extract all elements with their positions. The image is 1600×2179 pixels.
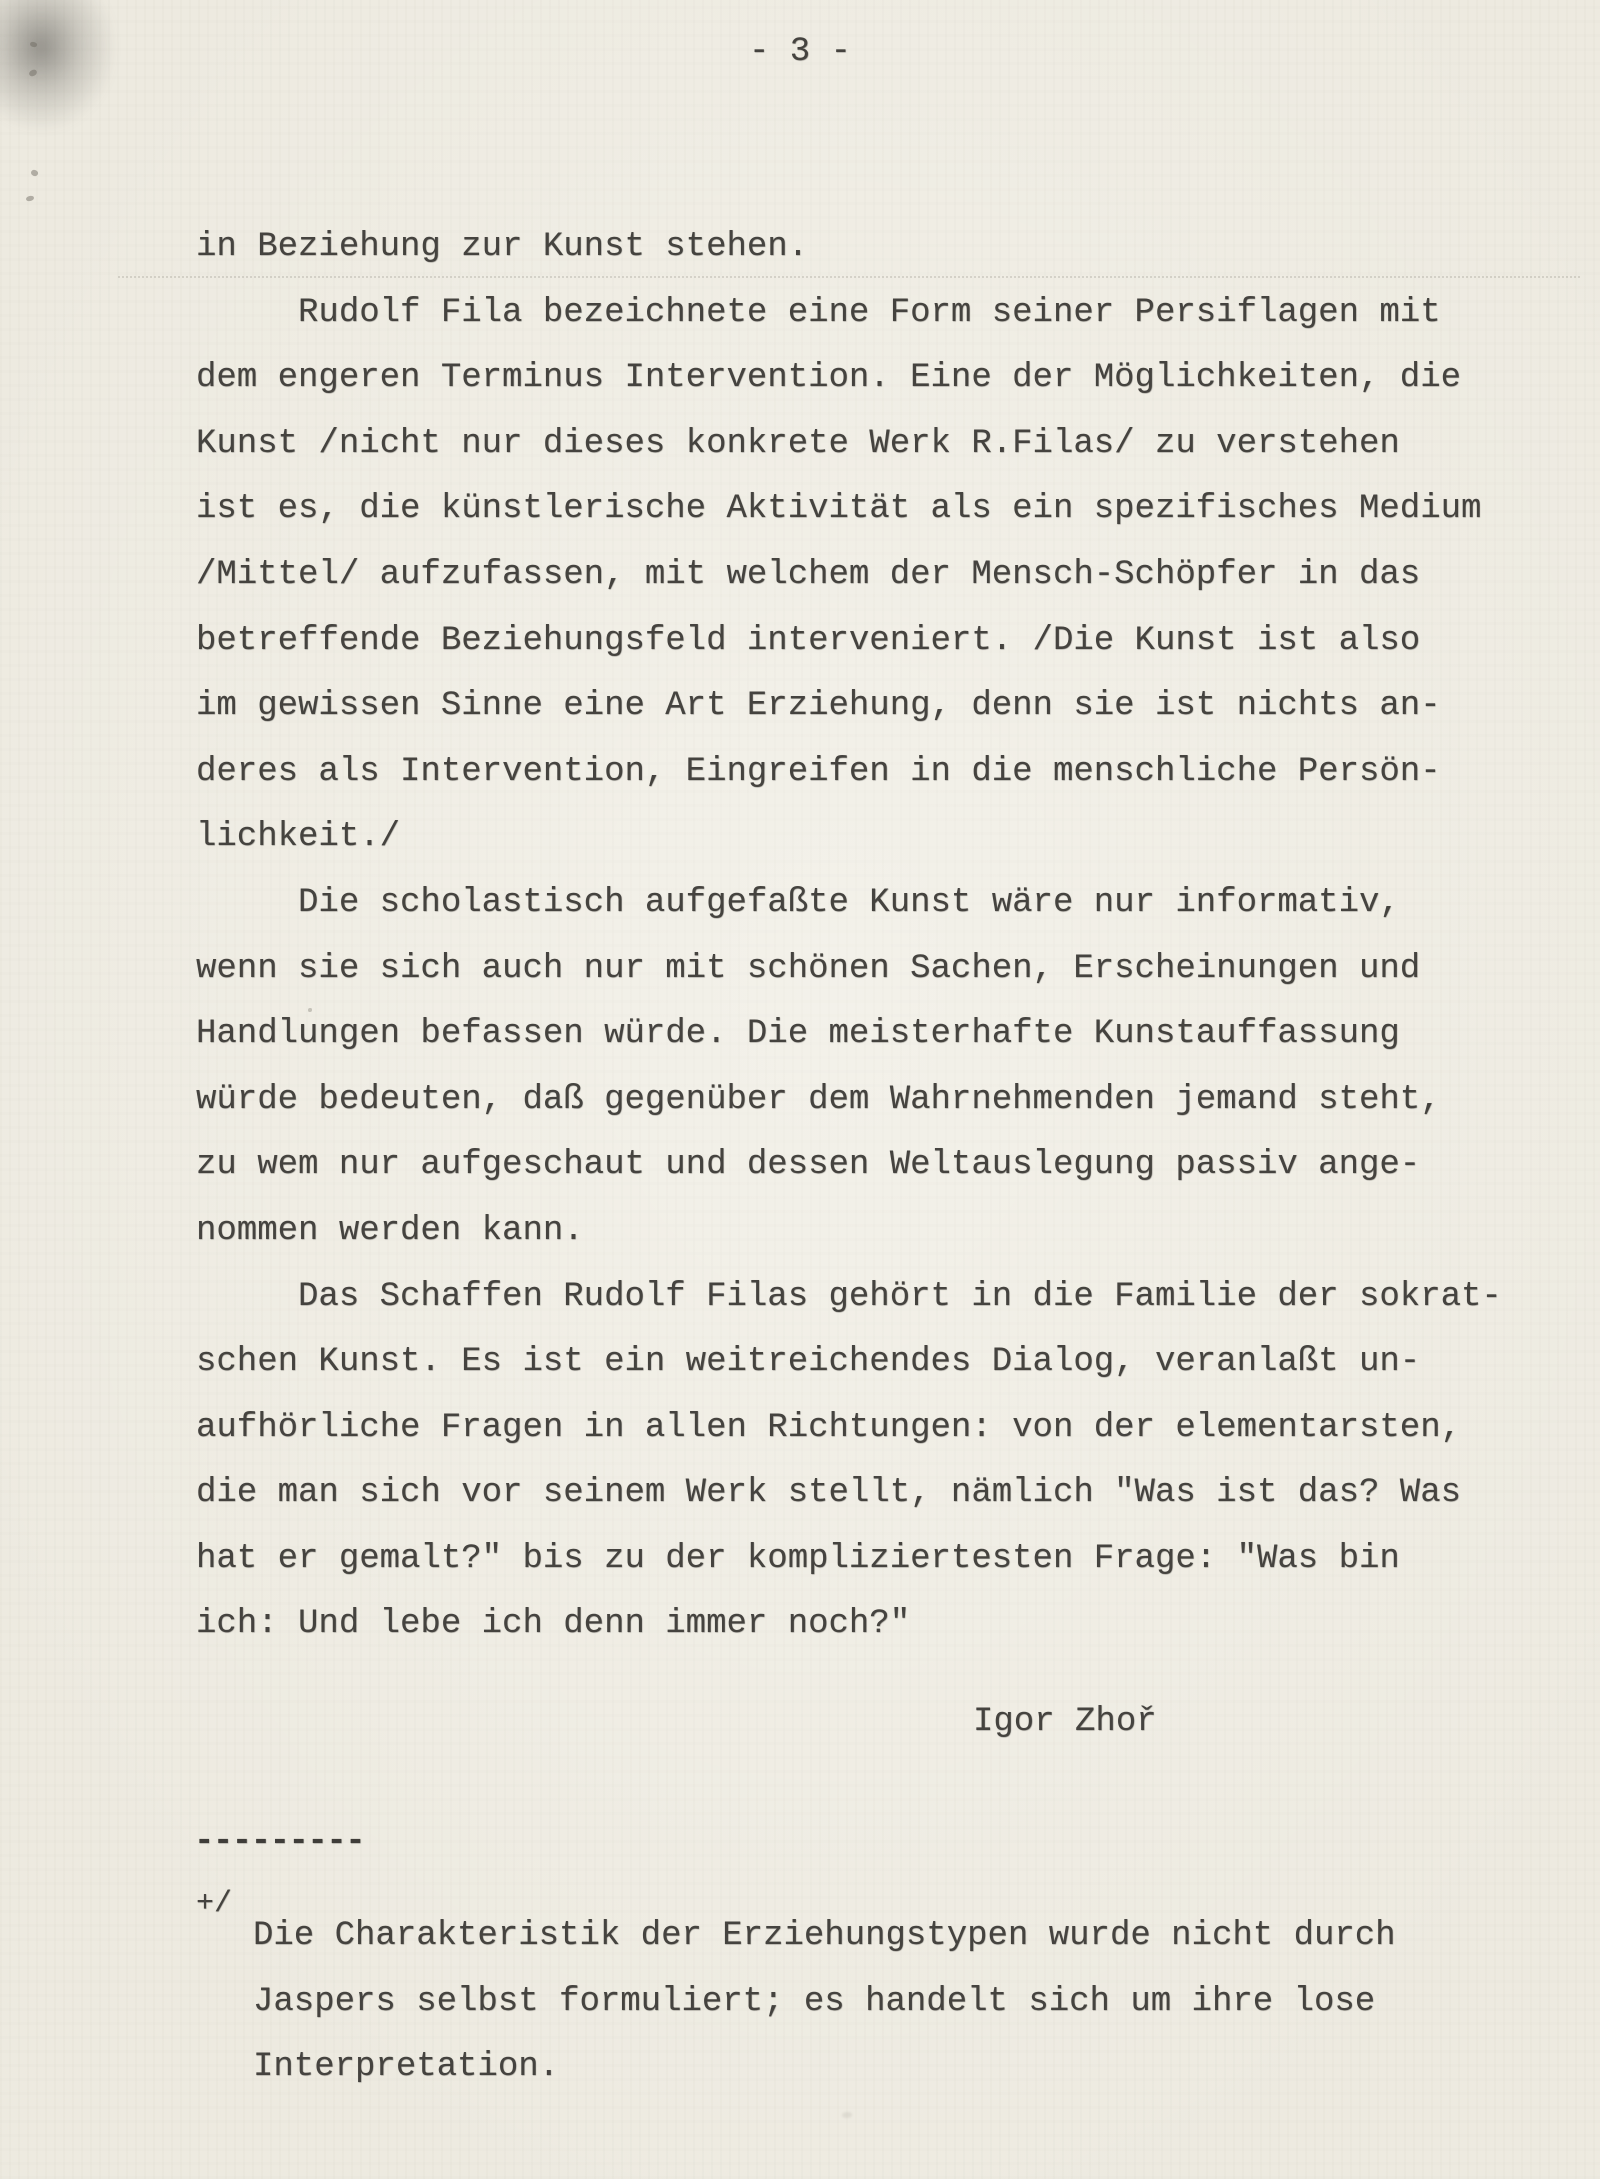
page-number: - 3 - bbox=[748, 33, 852, 71]
text-line: zu wem nur aufgeschaut und dessen Weltauslegung passiv ange- bbox=[196, 1146, 1421, 1185]
footnote-text bbox=[253, 1904, 1396, 2101]
text-line: schen Kunst. Es ist ein weitreichendes Dialog, veranlaßt un- bbox=[196, 1343, 1421, 1382]
text-line: ist es, die künstlerische Aktivität als ein spezifisches Medium bbox=[196, 490, 1482, 529]
text-line: würde bedeuten, daß gegenüber dem Wahrnehmenden jemand steht, bbox=[196, 1080, 1441, 1119]
ink-speck bbox=[30, 169, 39, 178]
signature: Igor Zhoř bbox=[973, 1703, 1157, 1741]
text-line: deres als Intervention, Eingreifen in die menschliche Persön- bbox=[196, 752, 1441, 791]
text-line: nommen werden kann. bbox=[196, 1211, 584, 1250]
footnote-separator: --------- bbox=[194, 1823, 365, 1861]
text-line: Rudolf Fila bezeichnete eine Form seiner Persiflagen mit bbox=[196, 293, 1441, 332]
text-line: lichkeit./ bbox=[196, 818, 401, 857]
body-text bbox=[196, 215, 1502, 1658]
text-line: im gewissen Sinne eine Art Erziehung, denn sie ist nichts an- bbox=[196, 687, 1441, 726]
footnote-line: Interpretation. bbox=[253, 2048, 560, 2087]
footnote-marker: +/ bbox=[196, 1887, 233, 1921]
ink-speck bbox=[26, 195, 35, 201]
text-line: Die scholastisch aufgefaßte Kunst wäre nur informativ, bbox=[196, 883, 1400, 922]
ink-speck bbox=[842, 2112, 852, 2118]
text-line: wenn sie sich auch nur mit schönen Sachen, Erscheinungen und bbox=[196, 949, 1421, 988]
text-line: Handlungen befassen würde. Die meisterhafte Kunstauffassung bbox=[196, 1015, 1400, 1054]
text-line: dem engeren Terminus Intervention. Eine der Möglichkeiten, die bbox=[196, 359, 1462, 398]
text-line: Das Schaffen Rudolf Filas gehört in die Familie der sokrat- bbox=[196, 1277, 1502, 1316]
text-line: aufhörliche Fragen in allen Richtungen: von der elementarsten, bbox=[196, 1408, 1462, 1447]
text-line: in Beziehung zur Kunst stehen. bbox=[196, 228, 809, 266]
text-line: ich: Und lebe ich denn immer noch?" bbox=[196, 1605, 911, 1644]
text-line: /Mittel/ aufzufassen, mit welchem der Mensch-Schöpfer in das bbox=[196, 555, 1421, 594]
text-line: die man sich vor seinem Werk stellt, nämlich "Was ist das? Was bbox=[196, 1474, 1462, 1513]
footnote-line: Jaspers selbst formuliert; es handelt sich um ihre lose bbox=[253, 1982, 1376, 2021]
text-line: Kunst /nicht nur dieses konkrete Werk R.Filas/ zu verstehen bbox=[196, 424, 1400, 463]
footnote-line: Die Charakteristik der Erziehungstypen wurde nicht durch bbox=[253, 1917, 1396, 1955]
text-line: betreffende Beziehungsfeld interveniert. /Die Kunst ist also bbox=[196, 621, 1421, 660]
text-line: hat er gemalt?" bis zu der kompliziertesten Frage: "Was bin bbox=[196, 1539, 1400, 1578]
